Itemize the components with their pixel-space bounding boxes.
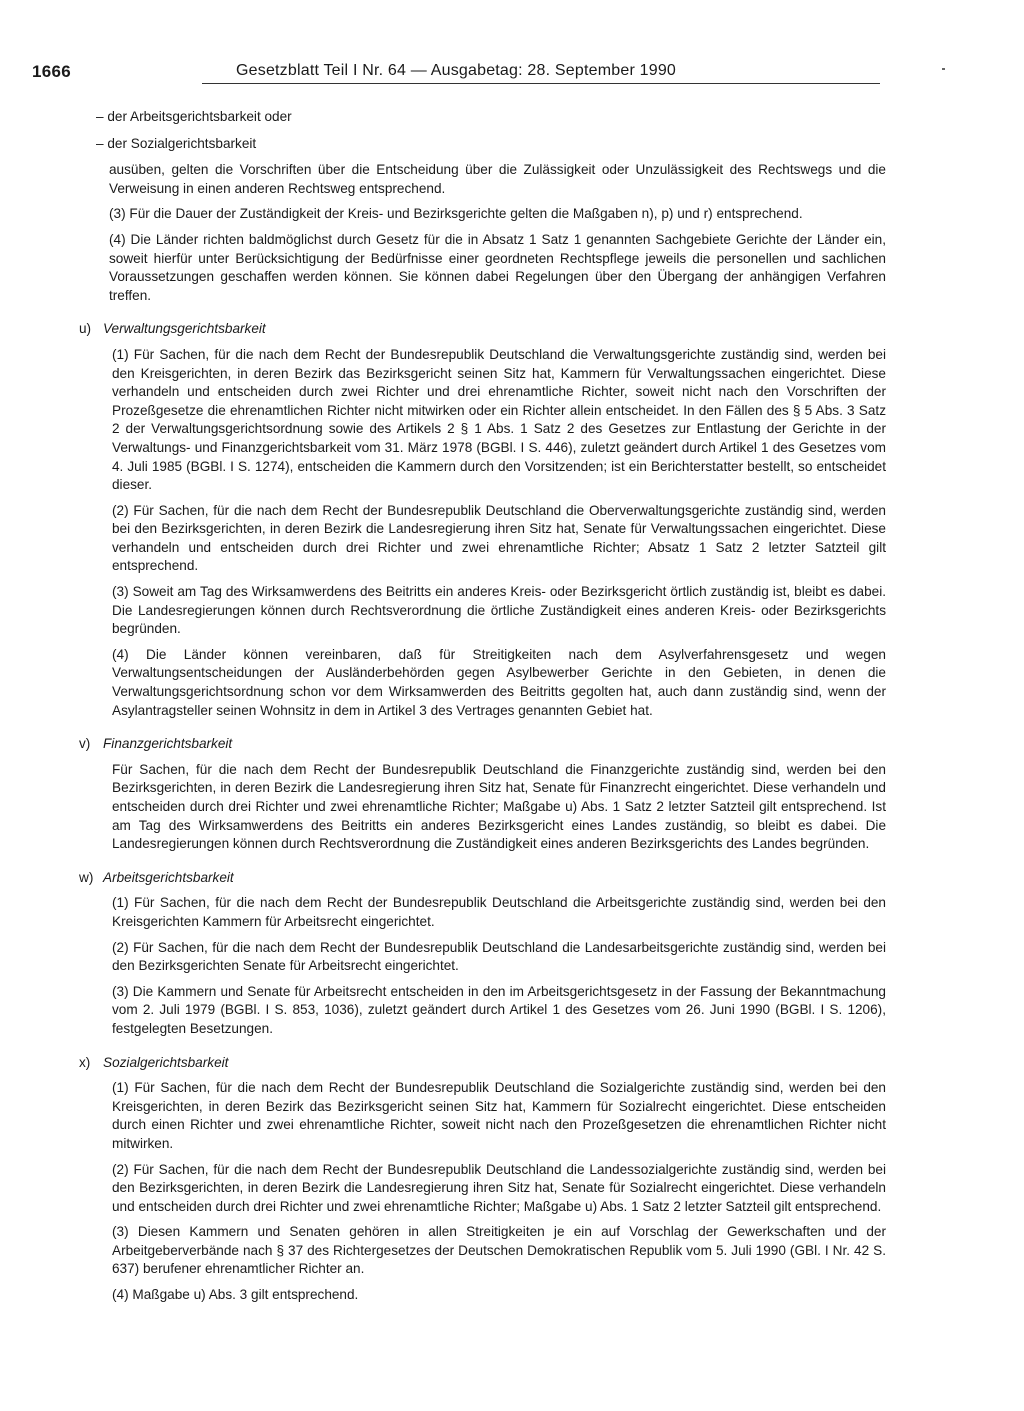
section-u bbox=[79, 320, 886, 720]
section-title: Finanzgerichtsbarkeit bbox=[103, 736, 233, 752]
section-letter: w) bbox=[79, 869, 94, 885]
paragraph: (3) Für die Dauer der Zuständigkeit der Kreis- und Bezirksgerichte gelten die Maßgaben n), p) und r) entsprechend. bbox=[109, 206, 803, 222]
paragraph: (2) Für Sachen, für die nach dem Recht der Bundesrepublik Deutschland die Oberverwaltungsgerichte zuständig sind, werden bei den Bezirksgerichten, in deren Bezirk die Landesregierung ihren Sitz hat, Senate für Verwaltungssachen eingerichtet. Diese verhandeln und entscheiden durch drei Richter und zwei ehrenamtliche Richter; Absatz 1 Satz 2 letzter Satzteil gilt entsprechend. bbox=[112, 502, 886, 574]
paragraph: (4) Die Länder richten baldmöglichst durch Gesetz für die in Absatz 1 Satz 1 genannten Sachgebiete Gerichte der Länder ein, soweit hierfür unter Berücksichtigung der Bedürfnisse einer geordneten Rechtspflege jeweils die personellen und sachlichen Voraussetzungen geschaffen werden können. Sie können dabei Regelungen über den Übergang der anhängigen Verfahren treffen. bbox=[109, 231, 886, 303]
gazette-title: Gesetzblatt Teil I Nr. 64 — Ausgabetag: 28. September 1990 bbox=[236, 62, 677, 79]
paragraph: (2) Für Sachen, für die nach dem Recht der Bundesrepublik Deutschland die Landesarbeitsgerichte zuständig sind, werden bei den Bezirksgerichten Senate für Arbeitsrecht eingerichtet. bbox=[112, 939, 886, 974]
paragraph: (1) Für Sachen, für die nach dem Recht der Bundesrepublik Deutschland die Arbeitsgerichte zuständig sind, werden bei den Kreisgerichten Kammern für Arbeitsrecht eingerichtet. bbox=[112, 895, 886, 929]
section-title: Arbeitsgerichtsbarkeit bbox=[103, 869, 234, 885]
section-w bbox=[79, 869, 886, 1039]
paragraph: (3) Die Kammern und Senate für Arbeitsrecht entscheiden in den im Arbeitsgerichtsgesetz in der Fassung der Bekanntmachung vom 2. Juli 1979 (BGBl. I S. 853, 1036), zuletzt geändert durch Artikel 1 des Gesetzes vom 26. Juni 1990 (BGBl. I S. 1206), festgelegten Besetzungen. bbox=[112, 983, 886, 1036]
paragraph: (2) Für Sachen, für die nach dem Recht der Bundesrepublik Deutschland die Landessozialgerichte zuständig sind, werden bei den Bezirksgerichten, in deren Bezirk die Landesregierung ihren Sitz hat, Senate für Sozialrecht eingerichtet. Diese verhandeln und entscheiden durch drei Richter und zwei ehrenamtliche Richter; Maßgabe u) Abs. 1 Satz 2 letzter Satzteil gilt entsprechend. bbox=[112, 1161, 886, 1214]
scan-mark bbox=[942, 68, 945, 70]
section-letter: v) bbox=[79, 736, 91, 752]
paragraph: Für Sachen, für die nach dem Recht der Bundesrepublik Deutschland die Finanzgerichte zuständig sind, werden bei den Bezirksgerichten, in deren Bezirk die Landesregierung ihren Sitz hat, Senate für Finanzrecht eingerichtet. Diese verhandeln und entscheiden durch drei Richter und zwei ehrenamtliche Richter; Maßgabe u) Abs. 1 Satz 2 letzter Satzteil gilt entsprechend. Ist am Tag des Wirksamwerdens des Beitritts ein anderes Bezirksgericht eines Landes zuständig, so bleibt es dabei. Die Landesregierungen können durch Rechtsverordnung die Zuständigkeit eines anderen Bezirksgerichts des Landes begründen. bbox=[112, 761, 886, 852]
section-title: Sozialgerichtsbarkeit bbox=[103, 1054, 229, 1070]
paragraph: (3) Diesen Kammern und Senaten gehören in allen Streitigkeiten je ein auf Vorschlag der Gewerkschaften und der Arbeitgeberverbände nach § 37 des Richtergesetzes der Deutschen Demokratischen Republik vom 5. Juli 1990 (GBl. I Nr. 42 S. 637) berufener ehrenamtlicher Richter an. bbox=[112, 1224, 886, 1277]
section-heading bbox=[79, 869, 886, 888]
section-letter: x) bbox=[79, 1054, 91, 1070]
section-x bbox=[79, 1054, 886, 1305]
paragraph: (4) Maßgabe u) Abs. 3 gilt entsprechend. bbox=[112, 1287, 359, 1303]
paragraph: (1) Für Sachen, für die nach dem Recht der Bundesrepublik Deutschland die Verwaltungsgerichte zuständig sind, werden bei den Kreisgerichten, in deren Bezirk das Bezirksgericht seinen Sitz hat, Kammern für Verwaltungssachen eingerichtet. Diese verhandeln und entscheiden durch zwei Richter und drei ehrenamtliche Richter, soweit nicht nach den Vorschriften der Prozeßgesetze die ehrenamtlichen Richter nicht mitwirken oder ein Richter allein entscheidet. In den Fällen des § 5 Abs. 3 Satz 2 der Verwaltungsgerichtsordnung sowie des Artikels 2 § 1 Abs. 1 Satz 2 des Gesetzes zur Entlastung der Gerichte in der Verwaltungs- und Finanzgerichtsbarkeit vom 31. März 1978 (BGBl. I S. 446), zuletzt geändert durch Artikel 1 des Gesetzes vom 4. Juli 1985 (BGBl. I S. 1274), entscheiden die Kammern durch den Vorsitzenden; ist ein Berichterstatter bestellt, so entscheidet dieser. bbox=[112, 346, 886, 493]
section-heading bbox=[79, 320, 886, 339]
document-body bbox=[79, 108, 886, 1312]
header-rule bbox=[202, 83, 880, 84]
list-item: – der Arbeitsgerichtsbarkeit oder bbox=[96, 109, 292, 124]
list-item: – der Sozialgerichtsbarkeit bbox=[96, 135, 257, 151]
section-title: Verwaltungsgerichtsbarkeit bbox=[103, 321, 266, 337]
paragraph: (3) Soweit am Tag des Wirksamwerdens des Beitritts ein anderes Kreis- oder Bezirksgericht örtlich zuständig ist, bleibt es dabei. Die Landesregierungen können durch Rechtsverordnung die örtliche Zuständigkeit eines anderen Kreis- oder Bezirksgerichts begründen. bbox=[112, 584, 886, 637]
section-heading bbox=[79, 735, 886, 754]
page-number: 1666 bbox=[32, 62, 72, 81]
paragraph: (4) Die Länder können vereinbaren, daß für Streitigkeiten nach dem Asylverfahrensgesetz und wegen Verwaltungsentscheidungen der Ausländerbehörden gegen Asylbewerber Gerichte in den Gebieten, in denen die Verwaltungsgerichtsordnung schon vor dem Wirksamwerden des Beitritts gegolten hat, auch dann zuständig sind, wenn der Asylantragsteller seinen Wohnsitz in dem in Artikel 3 des Vertrages genannten Gebiet hat. bbox=[112, 646, 886, 718]
section-v bbox=[79, 735, 886, 854]
section-heading bbox=[79, 1054, 886, 1073]
paragraph: ausüben, gelten die Vorschriften über die Entscheidung über die Zulässigkeit oder Unzulässigkeit des Rechtswegs und die Verweisung in einen anderen Rechtsweg entsprechend. bbox=[109, 162, 886, 196]
paragraph: (1) Für Sachen, für die nach dem Recht der Bundesrepublik Deutschland die Sozialgerichte zuständig sind, werden bei den Kreisgerichten, in deren Bezirk das Bezirksgericht seinen Sitz hat, Kammern für Sozialrecht eingerichtet. Diese entscheiden durch einen Richter und zwei ehrenamtliche Richter, soweit nicht nach den Prozeßgesetzen die ehrenamtlichen Richter nicht mitwirken. bbox=[112, 1080, 886, 1151]
section-letter: u) bbox=[79, 321, 92, 337]
